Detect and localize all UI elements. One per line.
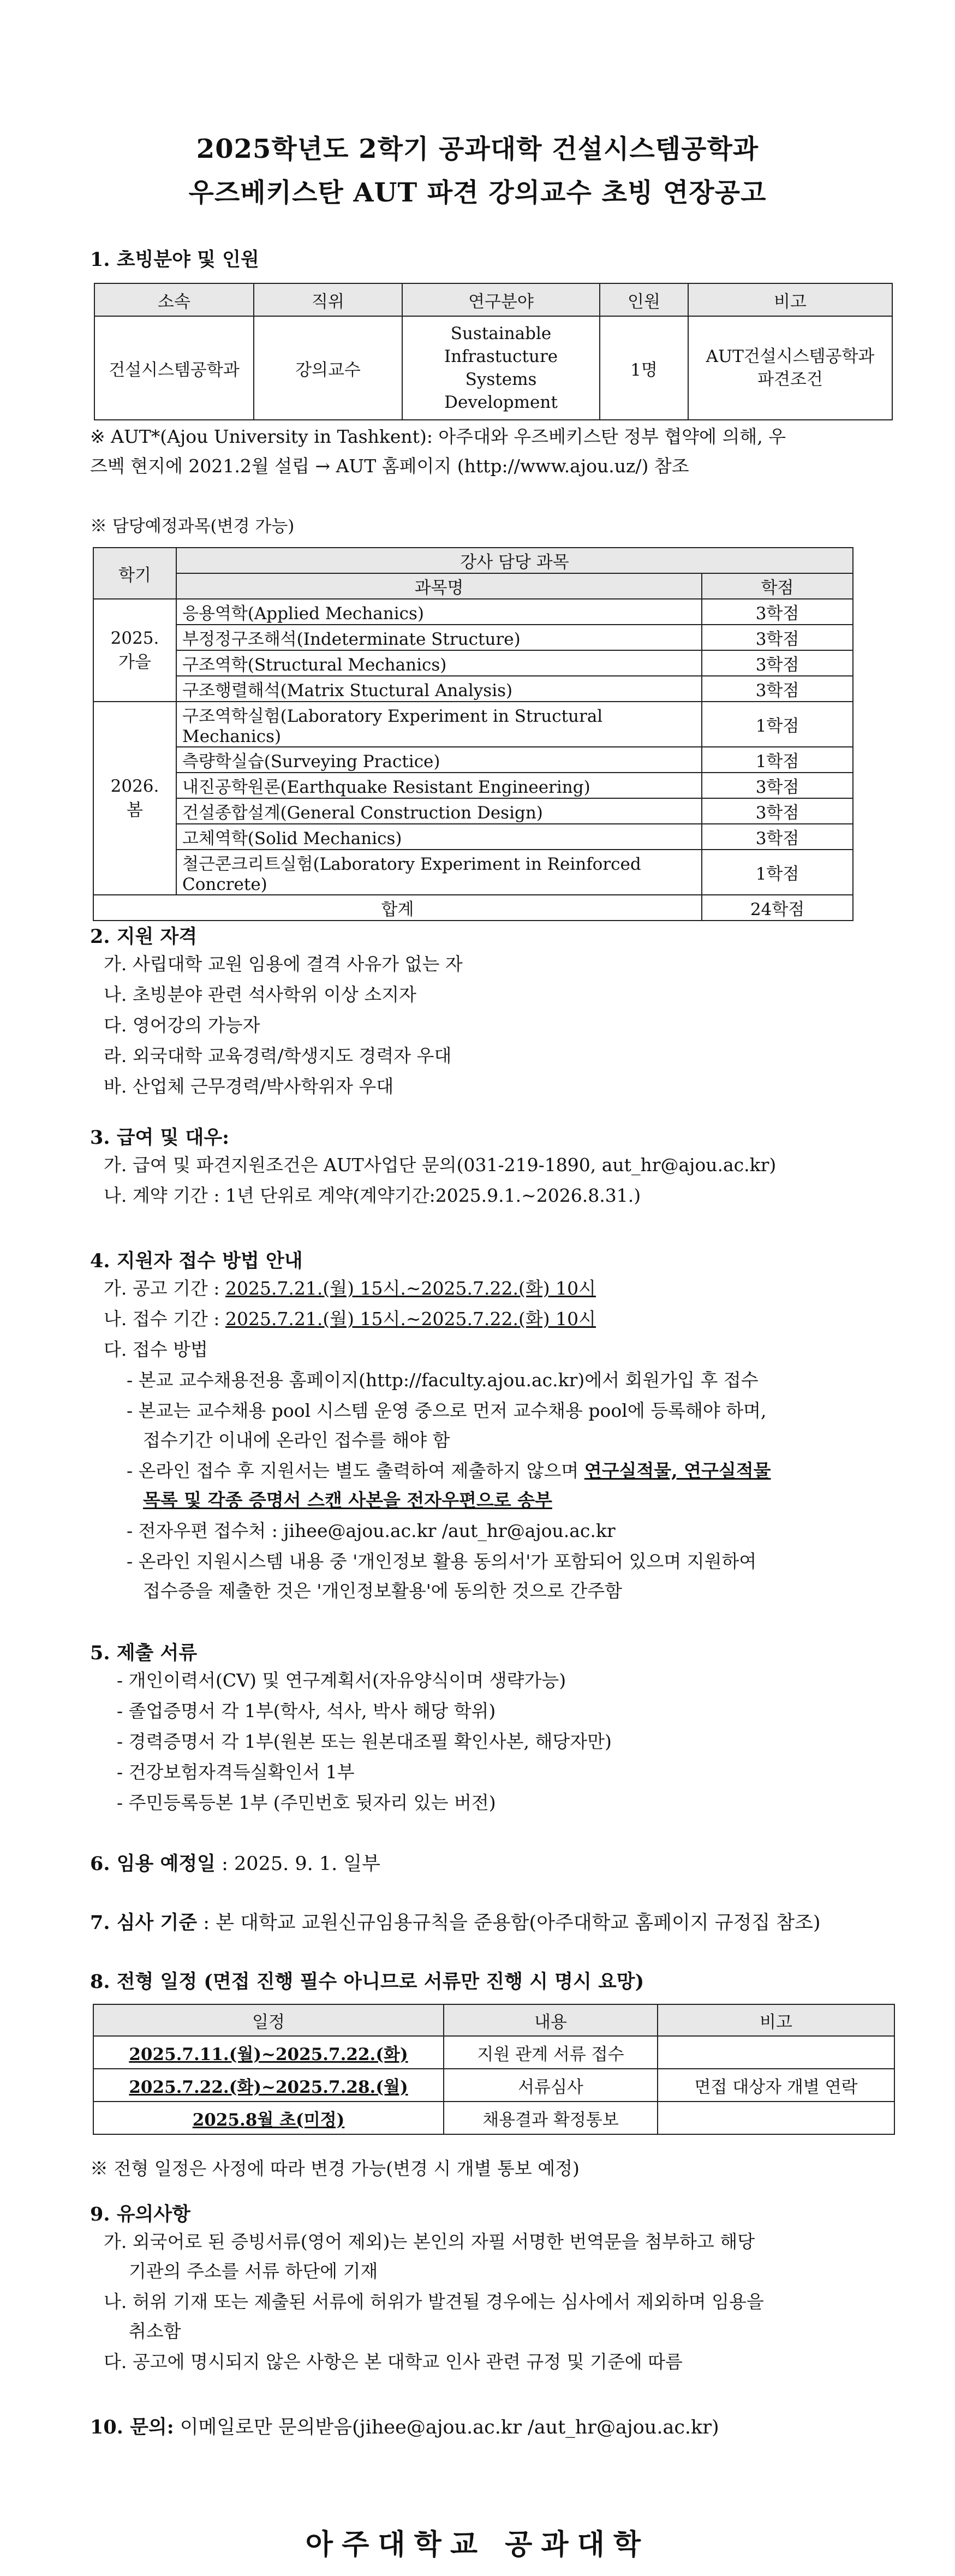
course-row bbox=[93, 798, 853, 824]
course-row bbox=[93, 625, 853, 650]
salary-item: 나. 계약 기간 : 1년 단위로 계약(계약기간:2025.9.1.~2026.8.31.) bbox=[104, 1185, 641, 1206]
recruitment-table bbox=[94, 283, 893, 420]
schedule-note bbox=[658, 2102, 894, 2134]
caution-item: 나. 허위 기재 또는 제출된 서류에 허위가 발견될 경우에는 심사에서 제외하며 임용을 bbox=[104, 2291, 764, 2312]
course-name: 건설종합설계(General Construction Design) bbox=[176, 798, 702, 824]
announce-period-label: 가. 공고 기간 : bbox=[104, 1278, 225, 1299]
cell-position: 강의교수 bbox=[254, 316, 402, 420]
schedule-date: 2025.7.11.(월)~2025.7.22.(화) bbox=[93, 2036, 444, 2069]
method-emphasis: 연구실적물, 연구실적물 bbox=[584, 1460, 771, 1481]
section-3-heading: 3. 급여 및 대우: bbox=[90, 1126, 230, 1149]
course-name: 부정정구조해석(Indeterminate Structure) bbox=[176, 625, 702, 650]
cell-note bbox=[688, 316, 892, 420]
method-item-cont bbox=[143, 1489, 552, 1511]
method-item bbox=[127, 1460, 771, 1482]
section-7 bbox=[90, 1908, 821, 1935]
section-1-heading: 1. 초빙분야 및 인원 bbox=[90, 248, 259, 271]
caution-item: 가. 외국어로 된 증빙서류(영어 제외)는 본인의 자필 서명한 번역문을 첨부하고 해당 bbox=[104, 2231, 755, 2252]
caution-item: 다. 공고에 명시되지 않은 사항은 본 대학교 인사 관련 규정 및 기준에 따름 bbox=[104, 2351, 683, 2372]
course-row bbox=[93, 747, 853, 773]
note-line: AUT건설시스템공학과 bbox=[706, 347, 875, 366]
schedule-date: 2025.8월 초(미정) bbox=[93, 2102, 444, 2134]
cell-count: 1명 bbox=[600, 316, 688, 420]
apply-method-label: 다. 접수 방법 bbox=[104, 1339, 208, 1360]
course-credit: 3학점 bbox=[702, 625, 853, 650]
term-label bbox=[93, 702, 176, 895]
courses-header-name: 과목명 bbox=[176, 573, 702, 599]
course-row bbox=[93, 824, 853, 850]
course-row bbox=[93, 702, 853, 747]
method-emphasis: 목록 및 각종 증명서 스캔 사본을 전자우편으로 송부 bbox=[143, 1489, 552, 1511]
course-row bbox=[93, 599, 853, 625]
course-credit: 3학점 bbox=[702, 798, 853, 824]
apply-period-label: 나. 접수 기간 : bbox=[104, 1308, 225, 1329]
courses-total-label: 합계 bbox=[93, 895, 702, 921]
schedule-row bbox=[93, 2069, 894, 2102]
section-7-text: : 본 대학교 교원신규임용규칙을 준용함(아주대학교 홈페이지 규정집 참조) bbox=[197, 1912, 821, 1934]
footer-university: 아주대학교 공과대학 bbox=[305, 2528, 650, 2561]
term-season: 봄 bbox=[127, 800, 143, 820]
schedule-content: 채용결과 확정통보 bbox=[444, 2102, 658, 2134]
course-name: 구조역학(Structural Mechanics) bbox=[176, 650, 702, 676]
method-item-cont: 접수기간 이내에 온라인 접수를 해야 함 bbox=[143, 1429, 450, 1451]
schedule-note bbox=[658, 2036, 894, 2069]
document-item: - 건강보험자격득실확인서 1부 bbox=[117, 1761, 355, 1783]
course-row bbox=[93, 650, 853, 676]
course-row bbox=[93, 850, 853, 895]
schedule-table bbox=[93, 2004, 895, 2135]
header-count: 인원 bbox=[600, 283, 688, 316]
section-7-heading: 7. 심사 기준 bbox=[90, 1912, 198, 1934]
term-year: 2026. bbox=[110, 776, 159, 796]
schedule-content: 서류심사 bbox=[444, 2069, 658, 2102]
course-credit: 1학점 bbox=[702, 747, 853, 773]
term-season: 가을 bbox=[118, 652, 151, 672]
document-item: - 주민등록등본 1부 (주민번호 뒷자리 있는 버전) bbox=[117, 1792, 496, 1813]
cell-field bbox=[402, 316, 600, 420]
courses-table bbox=[93, 547, 853, 921]
note-line: 파견조건 bbox=[757, 370, 823, 389]
section-10 bbox=[90, 2412, 719, 2440]
method-item-cont: 접수증을 제출한 것은 '개인정보활용'에 동의한 것으로 간주함 bbox=[143, 1580, 623, 1601]
course-row bbox=[93, 676, 853, 702]
course-credit: 1학점 bbox=[702, 850, 853, 895]
cell-dept: 건설시스템공학과 bbox=[94, 316, 254, 420]
field-line: Infrastucture bbox=[444, 347, 558, 366]
apply-period-value: 2025.7.21.(월) 15시.~2025.7.22.(화) 10시 bbox=[225, 1308, 596, 1329]
aut-note-line-1: ※ AUT*(Ajou University in Tashkent): 아주대와 우즈베키스탄 정부 협약에 의해, 우 bbox=[90, 426, 786, 447]
course-name: 고체역학(Solid Mechanics) bbox=[176, 824, 702, 850]
qualification-item: 바. 산업체 근무경력/박사학위자 우대 bbox=[104, 1076, 394, 1097]
section-5-heading: 5. 제출 서류 bbox=[90, 1642, 198, 1664]
section-6 bbox=[90, 1849, 380, 1876]
term-year: 2025. bbox=[110, 628, 159, 648]
caution-item-cont: 취소함 bbox=[129, 2320, 181, 2342]
header-note: 비고 bbox=[688, 283, 892, 316]
section-6-heading: 6. 임용 예정일 bbox=[90, 1853, 216, 1875]
announce-period bbox=[104, 1278, 596, 1299]
section-10-heading: 10. 문의: bbox=[90, 2416, 174, 2438]
qualification-item: 나. 초빙분야 관련 석사학위 이상 소지자 bbox=[104, 984, 416, 1005]
section-4-heading: 4. 지원자 접수 방법 안내 bbox=[90, 1250, 303, 1272]
qualification-item: 다. 영어강의 가능자 bbox=[104, 1014, 260, 1036]
header-remark: 비고 bbox=[658, 2004, 894, 2036]
method-plain: - 온라인 접수 후 지원서는 별도 출력하여 제출하지 않으며 bbox=[127, 1460, 584, 1481]
qualification-item: 가. 사립대학 교원 임용에 결격 사유가 없는 자 bbox=[104, 953, 463, 975]
title-line-1: 2025학년도 2학기 공과대학 건설시스템공학과 bbox=[196, 134, 759, 164]
course-credit: 3학점 bbox=[702, 599, 853, 625]
course-name: 측량학실습(Surveying Practice) bbox=[176, 747, 702, 773]
method-item: - 본교 교수채용전용 홈페이지(http://faculty.ajou.ac.kr)에서 회원가입 후 접수 bbox=[127, 1369, 759, 1391]
apply-period bbox=[104, 1308, 596, 1330]
salary-item: 가. 급여 및 파견지원조건은 AUT사업단 문의(031-219-1890, aut_hr@ajou.ac.kr) bbox=[104, 1154, 777, 1176]
course-credit: 3학점 bbox=[702, 824, 853, 850]
schedule-date: 2025.7.22.(화)~2025.7.28.(월) bbox=[93, 2069, 444, 2102]
schedule-note: 면접 대상자 개별 연락 bbox=[658, 2069, 894, 2102]
document-item: - 경력증명서 각 1부(원본 또는 원본대조필 확인사본, 해당자만) bbox=[117, 1731, 612, 1752]
term-label bbox=[93, 599, 176, 702]
method-item: - 온라인 지원시스템 내용 중 '개인정보 활용 동의서'가 포함되어 있으며 지원하여 bbox=[127, 1551, 757, 1572]
section-8-heading: 8. 전형 일정 (면접 진행 필수 아니므로 서류만 진행 시 명시 요망) bbox=[90, 1970, 644, 1993]
field-line: Sustainable bbox=[450, 324, 552, 343]
schedule-row bbox=[93, 2102, 894, 2134]
course-row bbox=[93, 773, 853, 798]
header-date: 일정 bbox=[93, 2004, 444, 2036]
courses-total-value: 24학점 bbox=[702, 895, 853, 921]
method-item: - 전자우편 접수처 : jihee@ajou.ac.kr /aut_hr@ajou.ac.kr bbox=[127, 1520, 616, 1541]
course-name: 철근콘크리트실험(Laboratory Experiment in Reinforced Concrete) bbox=[176, 850, 702, 895]
header-dept: 소속 bbox=[94, 283, 254, 316]
course-credit: 3학점 bbox=[702, 650, 853, 676]
caution-item-cont: 기관의 주소를 서류 하단에 기재 bbox=[129, 2260, 378, 2282]
announce-period-value: 2025.7.21.(월) 15시.~2025.7.22.(화) 10시 bbox=[225, 1278, 596, 1299]
header-position: 직위 bbox=[254, 283, 402, 316]
schedule-note-text: ※ 전형 일정은 사정에 따라 변경 가능(변경 시 개별 통보 예정) bbox=[90, 2158, 580, 2179]
method-item: - 본교는 교수채용 pool 시스템 운영 중으로 먼저 교수채용 pool에 등록해야 하며, bbox=[127, 1400, 767, 1421]
section-6-text: : 2025. 9. 1. 일부 bbox=[215, 1853, 380, 1875]
courses-header-term: 학기 bbox=[93, 548, 176, 599]
field-line: Development bbox=[444, 393, 558, 412]
course-name: 구조행렬해석(Matrix Stuctural Analysis) bbox=[176, 676, 702, 702]
document-item: - 졸업증명서 각 1부(학사, 석사, 박사 해당 학위) bbox=[117, 1700, 496, 1722]
course-name: 응용역학(Applied Mechanics) bbox=[176, 599, 702, 625]
section-2-heading: 2. 지원 자격 bbox=[90, 925, 198, 948]
section-10-text: 이메일로만 문의받음(jihee@ajou.ac.kr /aut_hr@ajou.ac.kr) bbox=[174, 2417, 719, 2438]
header-content: 내용 bbox=[444, 2004, 658, 2036]
courses-note: ※ 담당예정과목(변경 가능) bbox=[90, 517, 295, 536]
document-item: - 개인이력서(CV) 및 연구계획서(자유양식이며 생략가능) bbox=[117, 1670, 566, 1691]
course-credit: 3학점 bbox=[702, 676, 853, 702]
courses-header-group: 강사 담당 과목 bbox=[176, 548, 853, 573]
header-field: 연구분야 bbox=[402, 283, 600, 316]
title-line-2: 우즈베키스탄 AUT 파견 강의교수 초빙 연장공고 bbox=[188, 177, 767, 208]
aut-note-line-2: 즈벡 현지에 2021.2월 설립 → AUT 홈페이지 (http://www.ajou.uz/) 참조 bbox=[90, 455, 689, 477]
course-name: 구조역학실험(Laboratory Experiment in Structural Mechanics) bbox=[176, 702, 702, 747]
section-9-heading: 9. 유의사항 bbox=[90, 2203, 190, 2225]
courses-header-credit: 학점 bbox=[702, 573, 853, 599]
course-credit: 1학점 bbox=[702, 702, 853, 747]
schedule-content: 지원 관계 서류 접수 bbox=[444, 2036, 658, 2069]
course-name: 내진공학원론(Earthquake Resistant Engineering) bbox=[176, 773, 702, 798]
schedule-row bbox=[93, 2036, 894, 2069]
field-line: Systems bbox=[465, 370, 537, 389]
course-credit: 3학점 bbox=[702, 773, 853, 798]
qualification-item: 라. 외국대학 교육경력/학생지도 경력자 우대 bbox=[104, 1045, 452, 1066]
